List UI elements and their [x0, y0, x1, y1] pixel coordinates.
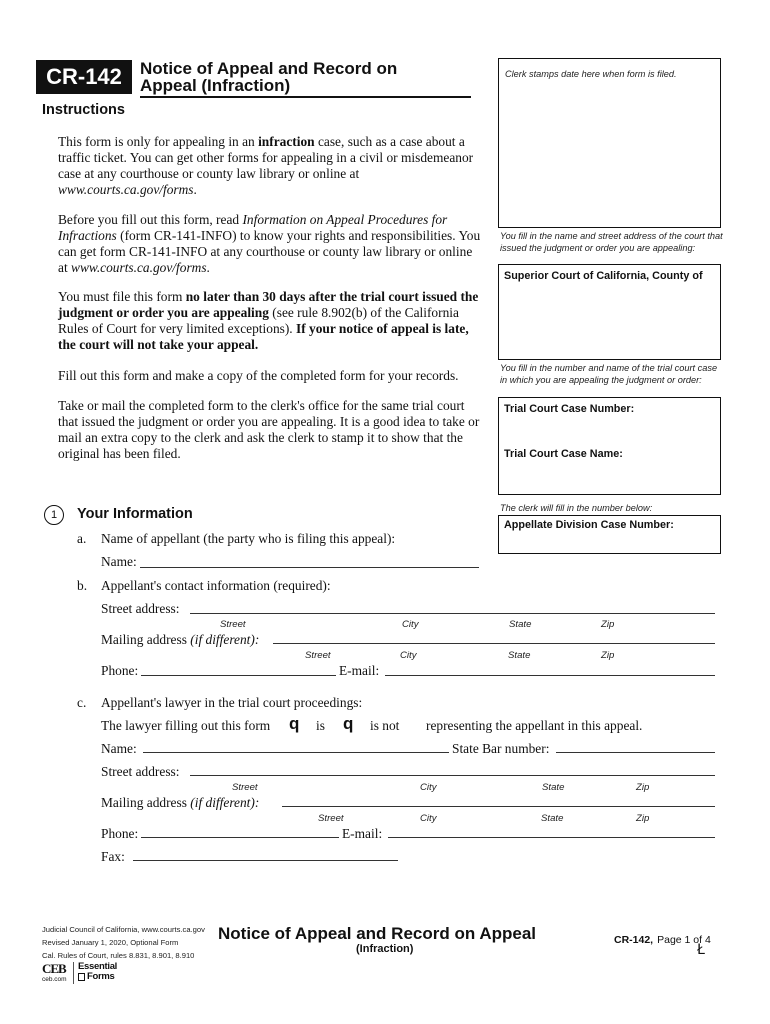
city-caption-4: City [420, 813, 437, 824]
item-a-letter: a. [77, 531, 87, 546]
clerk-stamp-note: Clerk stamps date here when form is filed. [505, 69, 677, 79]
email-label: E-mail: [339, 663, 380, 678]
state-caption: State [509, 619, 532, 630]
footer-page-number: Page 1 of 4 [657, 934, 711, 946]
footer-revised: Revised January 1, 2020, Optional Form [42, 938, 179, 947]
mailing-address-field[interactable] [273, 643, 715, 644]
email-field[interactable] [385, 675, 715, 676]
is-not-checkbox[interactable]: q [343, 714, 354, 733]
street-caption: Street [220, 619, 246, 630]
street-address-field[interactable] [190, 613, 715, 614]
form-title [140, 60, 470, 94]
forms-link-2[interactable]: www.courts.ca.gov/forms [71, 260, 207, 275]
court-name-box[interactable] [498, 264, 721, 360]
appellant-name-label: Name: [101, 554, 137, 569]
representing-text: representing the appellant in this appeal. [426, 718, 643, 733]
city-caption-3: City [420, 782, 437, 793]
instructions-paragraph-3: You must file this form no later than 30 days after the trial court issued the judgment or order you are appealing (see rule 8.902(b) of the California Rules of Court for very limited exceptions). If your notice of appeal is late, the court will not take your appeal. [58, 289, 479, 352]
zip-caption: Zip [601, 619, 615, 630]
section-number: 1 [44, 505, 64, 525]
next-page-arrow-icon[interactable]: Ł [697, 942, 705, 958]
lawyer-email-label: E-mail: [342, 826, 383, 841]
forms-logo-text: Forms [87, 971, 115, 982]
appellate-label: Appellate Division Case Number: [504, 519, 674, 531]
appellate-note: The clerk will fill in the number below: [500, 503, 653, 513]
footer-page-id: CR-142, [614, 934, 654, 946]
clerk-stamp-box [498, 58, 721, 228]
item-c-letter: c. [77, 695, 87, 710]
state-caption-4: State [541, 813, 564, 824]
section-title: Your Information [77, 506, 193, 522]
ceb-logo [42, 961, 132, 987]
lawyer-text: The lawyer filling out this form [101, 718, 271, 733]
instructions-paragraph-4: Fill out this form and make a copy of the completed form for your records. [58, 368, 459, 383]
lawyer-email-field[interactable] [388, 837, 715, 838]
lawyer-phone-label: Phone: [101, 826, 139, 841]
street-address-label: Street address: [101, 601, 180, 616]
item-b-letter: b. [77, 578, 88, 593]
appellant-name-field[interactable] [140, 567, 479, 568]
case-number-label: Trial Court Case Number: [504, 403, 635, 415]
footer-rules: Cal. Rules of Court, rules 8.831, 8.901, 8.910 [42, 951, 195, 960]
footer-council: Judicial Council of California, www.courts.ca.gov [42, 925, 205, 934]
appellate-case-box [498, 515, 721, 554]
ceb-logo-mark: CEB [42, 961, 66, 976]
forms-box-icon [78, 973, 85, 981]
fax-field[interactable] [133, 860, 398, 861]
lawyer-mailing-label: Mailing address (if different): [101, 795, 260, 810]
state-caption-2: State [508, 650, 531, 661]
essential-logo-text: Essential [78, 961, 118, 972]
title-rule [140, 96, 471, 98]
zip-caption-2: Zip [601, 650, 615, 661]
item-c-text: Appellant's lawyer in the trial court proceedings: [101, 695, 363, 710]
lawyer-name-label: Name: [101, 741, 137, 756]
city-caption: City [402, 619, 419, 630]
lawyer-name-field[interactable] [143, 752, 449, 753]
court-note: You fill in the name and street address of the court that issued the judgment or order you are appealing: [500, 231, 723, 253]
item-b-text: Appellant's contact information (required): [101, 578, 331, 593]
court-label: Superior Court of California, County of [504, 270, 703, 282]
instructions-heading: Instructions [42, 102, 125, 118]
zip-caption-4: Zip [636, 813, 650, 824]
state-caption-3: State [542, 782, 565, 793]
trial-case-box[interactable] [498, 397, 721, 495]
street-caption-3: Street [232, 782, 258, 793]
lawyer-phone-field[interactable] [141, 837, 339, 838]
instructions-paragraph-1: This form is only for appealing in an infraction case, such as a case about a traffic ticket. You can get other forms for appealing in a civil or misdemeanor case at any courthouse or county law library or online at www.courts.ca.gov/forms. [58, 134, 474, 197]
fax-label: Fax: [101, 849, 125, 864]
case-note: You fill in the number and name of the trial court case in which you are appealing the judgment or order: [500, 363, 718, 385]
mailing-address-label: Mailing address (if different): [101, 632, 260, 647]
forms-link[interactable]: www.courts.ca.gov/forms [58, 182, 194, 197]
street-caption-4: Street [318, 813, 344, 824]
lawyer-street-label: Street address: [101, 764, 180, 779]
is-checkbox[interactable]: q [289, 714, 300, 733]
city-caption-2: City [400, 650, 417, 661]
form-id-badge: CR-142 [36, 60, 132, 94]
form-title-line2: Appeal (Infraction) [140, 76, 291, 95]
phone-label: Phone: [101, 663, 139, 678]
phone-field[interactable] [141, 675, 336, 676]
state-bar-field[interactable] [556, 752, 715, 753]
instructions-paragraph-5: Take or mail the completed form to the clerk's office for the same trial court that issued the judgment or order you are appealing. It is a good idea to take or mail an extra copy to the clerk and ask the clerk to stamp it to show that the original has been filed. [58, 398, 480, 461]
is-not-label: is not [370, 718, 400, 733]
logo-divider [73, 962, 74, 984]
street-caption-2: Street [305, 650, 331, 661]
lawyer-street-field[interactable] [190, 775, 715, 776]
ceb-logo-site: ceb.com [42, 976, 67, 983]
footer-subtitle: (Infraction) [356, 943, 414, 955]
instructions-paragraph-2: Before you fill out this form, read Information on Appeal Procedures for Infractions (form CR-141-INFO) to know your rights and responsibilities. You can get form CR-141-INFO at any courthouse or county law library or online at www.courts.ca.gov/forms. [58, 212, 481, 275]
form-title-line1: Notice of Appeal and Record on [140, 59, 398, 78]
state-bar-label: State Bar number: [452, 741, 550, 756]
item-a-text: Name of appellant (the party who is filing this appeal): [101, 531, 396, 546]
footer-title: Notice of Appeal and Record on Appeal [218, 924, 536, 943]
lawyer-mailing-field[interactable] [282, 806, 715, 807]
zip-caption-3: Zip [636, 782, 650, 793]
is-label: is [316, 718, 325, 733]
case-name-label: Trial Court Case Name: [504, 448, 623, 460]
